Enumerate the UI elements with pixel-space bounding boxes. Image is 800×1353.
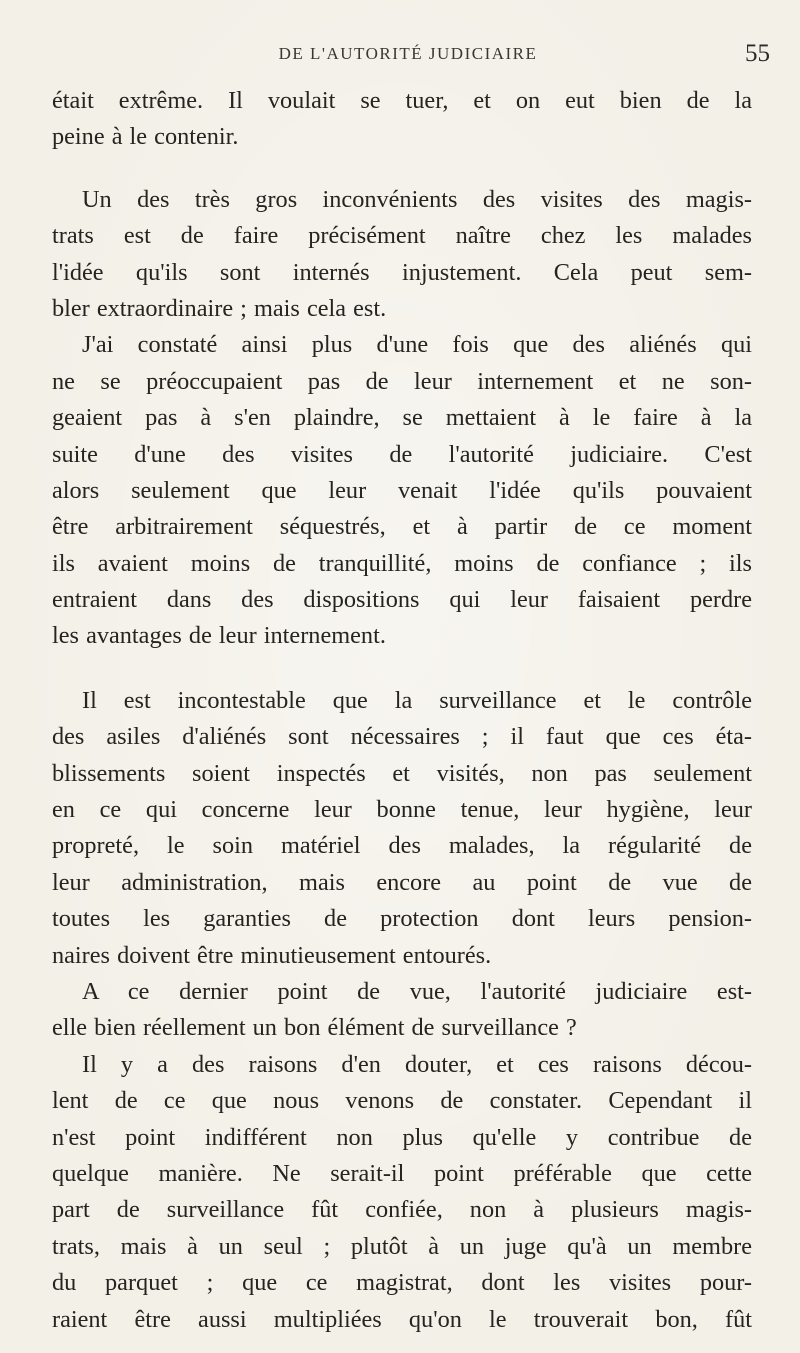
- text-line: raient être aussi multipliées qu'on le trouverait bon, fût: [52, 1305, 752, 1333]
- text-line: l'idée qu'ils sont internés injustement. Cela peut sem-: [52, 258, 752, 286]
- text-line: alors seulement que leur venait l'idée qu'ils pouvaient: [52, 476, 752, 504]
- section-break: [52, 655, 752, 683]
- text-line: être arbitrairement séquestrés, et à partir de ce moment: [52, 513, 752, 541]
- text-line: était extrême. Il voulait se tuer, et on eut bien de la: [52, 87, 752, 114]
- body-text: [52, 83, 752, 1338]
- text-line: naires doivent être minutieusement entourés.: [52, 941, 492, 969]
- page-number: 55: [745, 40, 770, 67]
- text-line: geaient pas à s'en plaindre, se mettaient à le faire à la: [52, 404, 752, 432]
- running-head: DE L'AUTORITÉ JUDICIAIRE: [278, 44, 538, 63]
- text-line: trats est de faire précisément naître chez les malades: [52, 222, 752, 250]
- text-line: entraient dans des dispositions qui leur faisaient perdre: [52, 586, 752, 614]
- page-header: [46, 40, 770, 76]
- text-line: ne se préoccupaient pas de leur internement et ne son-: [52, 367, 752, 395]
- text-line: leur administration, mais encore au point de vue de: [52, 868, 752, 896]
- text-line: lent de ce que nous venons de constater. Cependant il: [52, 1087, 752, 1115]
- paragraph-gap: [52, 156, 752, 182]
- text-line: blissements soient inspectés et visités, non pas seulement: [52, 759, 752, 787]
- text-line: bler extraordinaire ; mais cela est.: [52, 294, 387, 322]
- text-line: propreté, le soin matériel des malades, la régularité de: [52, 832, 752, 860]
- text-line: A ce dernier point de vue, l'autorité judiciaire est-: [82, 977, 752, 1005]
- text-line: toutes les garanties de protection dont leurs pension-: [52, 905, 752, 933]
- text-line: Il est incontestable que la surveillance et le contrôle: [82, 686, 752, 714]
- text-line: Il y a des raisons d'en douter, et ces raisons décou-: [82, 1050, 752, 1078]
- text-line: trats, mais à un seul ; plutôt à un juge qu'à un membre: [52, 1232, 752, 1260]
- text-line: ils avaient moins de tranquillité, moins de confiance ; ils: [52, 549, 752, 577]
- text-line: quelque manière. Ne serait-il point préférable que cette: [52, 1159, 752, 1187]
- text-line: suite d'une des visites de l'autorité judiciaire. C'est: [52, 440, 752, 468]
- text-line: elle bien réellement un bon élément de surveillance ?: [52, 1014, 577, 1042]
- text-line: des asiles d'aliénés sont nécessaires ; il faut que ces éta-: [52, 723, 752, 751]
- text-line: peine à le contenir.: [52, 123, 239, 151]
- text-line: part de surveillance fût confiée, non à plusieurs magis-: [52, 1196, 752, 1224]
- text-line: du parquet ; que ce magistrat, dont les visites pour-: [52, 1269, 752, 1297]
- text-line: les avantages de leur internement.: [52, 622, 386, 650]
- text-line: n'est point indifférent non plus qu'elle y contribue de: [52, 1123, 752, 1151]
- text-line: en ce qui concerne leur bonne tenue, leur hygiène, leur: [52, 796, 752, 824]
- text-line: Un des très gros inconvénients des visites des magis-: [82, 185, 752, 213]
- text-line: J'ai constaté ainsi plus d'une fois que des aliénés qui: [82, 331, 752, 359]
